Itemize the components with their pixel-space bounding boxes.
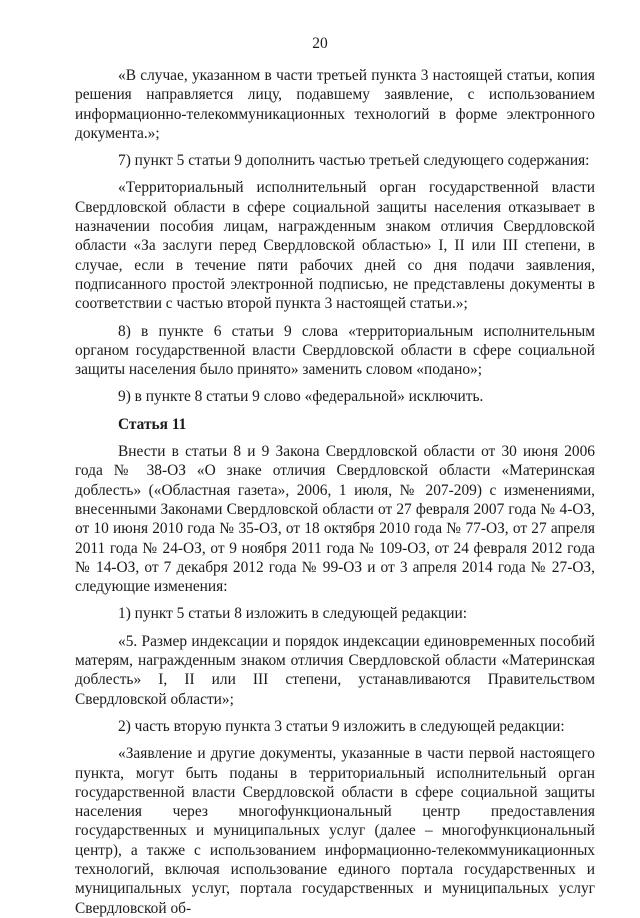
paragraph-item-1: 1) пункт 5 статьи 8 изложить в следующей редакции:	[118, 605, 468, 623]
page-number: 20	[312, 35, 328, 52]
document-body	[75, 66, 595, 918]
paragraph-copy-of-decision: «В случае, указанном в части третьей пункта 3 настоящей статьи, копия решения направляется лицу, подавшему заявление, с использованием информационно-телекоммуникационных технологий в форме электронного документа.»;	[75, 67, 595, 142]
paragraph-indexation: «5. Размер индексации и порядок индексации единовременных пособий матерям, награжденным знаком отличия Свердловской области «Материнская доблесть» I, II или III степени, устанавливаются Правительством Свердловской области»;	[75, 632, 595, 708]
paragraph-application-submission: «Заявление и другие документы, указанные в части первой настоящего пункта, могут быть поданы в территориальный исполнительный орган государственной власти Свердловской области в сфере социальной защиты населения через многофункциональный центр предоставления государственных и муниципальных услуг (далее – многофункциональный центр), а также с использованием информационно-телекоммуникационных технологий, включая использование единого портала государственных и муниципальных услуг, портала государственных и муниципальных услуг Свердловской об-	[75, 745, 595, 917]
paragraph-item-8: 8) в пункте 6 статьи 9 слова «территориальным исполнительным органом государственной власти Свердловской области в сфере социальной защиты населения было принято» заменить словом «подано»;	[75, 322, 595, 379]
paragraph-item-2: 2) часть вторую пункта 3 статьи 9 изложить в следующей редакции:	[118, 717, 565, 735]
article-heading: Статья 11	[118, 415, 187, 433]
paragraph-item-9: 9) в пункте 8 статьи 9 слово «федеральной» исключить.	[118, 388, 484, 406]
paragraph-article-intro: Внести в статьи 8 и 9 Закона Свердловской области от 30 июня 2006 года № 38-ОЗ «О знаке отличия Свердловской области «Материнская доблесть» («Областная газета», 2006, 1 июля, № 207-209) с изменениями, внесенными Законами Свердловской области от 27 февраля 2007 года № 4-ОЗ, от 10 июня 2010 года № 35-ОЗ, от 18 октября 2010 года № 77-ОЗ, от 27 апреля 2011 года № 24-ОЗ, от 9 ноября 2011 года № 109-ОЗ, от 24 февраля 2012 года № 14-ОЗ, от 7 декабря 2012 года № 99-ОЗ и от 3 апреля 2014 года № 27-ОЗ, следующие изменения:	[75, 443, 595, 596]
paragraph-item-7: 7) пункт 5 статьи 9 дополнить частью третьей следующего содержания:	[118, 152, 590, 170]
paragraph-refusal-clause: «Территориальный исполнительный орган государственной власти Свердловской области в сфере социальной защиты населения отказывает в назначении пособия лицам, награжденным знаком отличия Свердловской области «За заслуги перед Свердловской областью» I, II или III степени, в случае, если в течение пяти рабочих дней со дня подачи заявления, подписанного простой электронной подписью, не представлены документы в соответствии с частью второй пункта 3 настоящей статьи.»;	[75, 179, 595, 313]
